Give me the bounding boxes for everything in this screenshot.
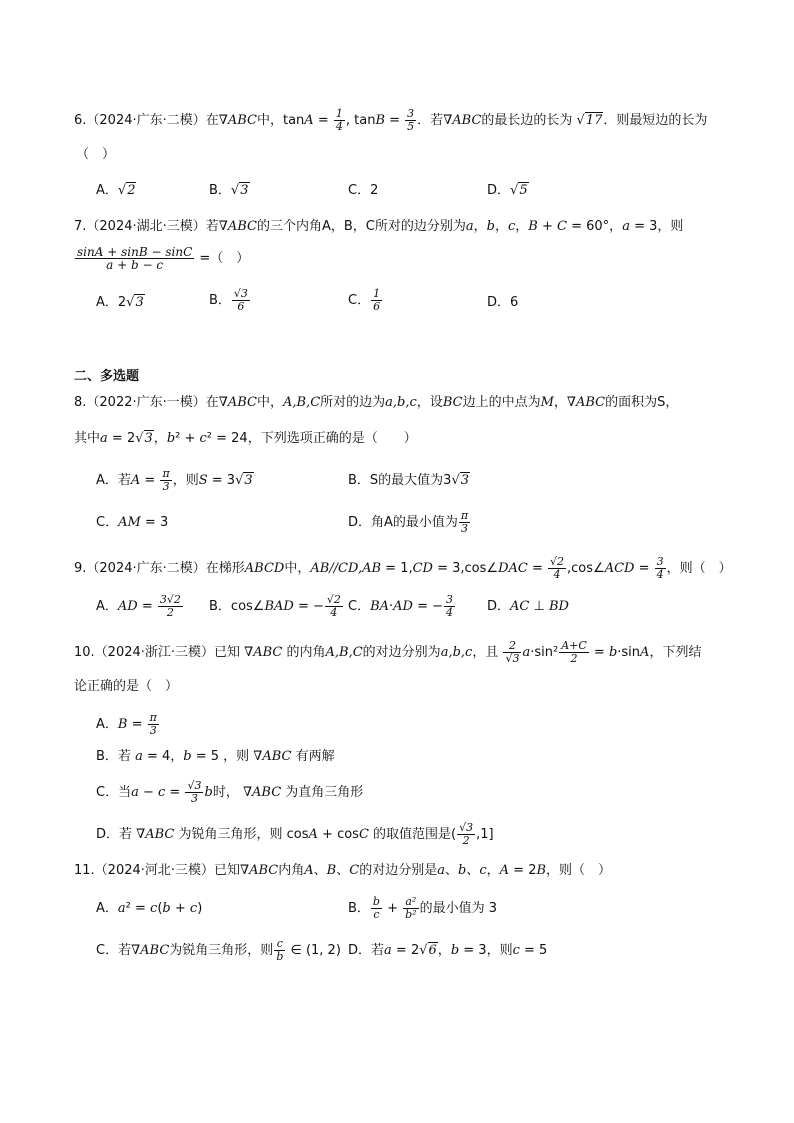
q9-option-c[interactable]: C．BA·AD = − $\frac{3}{4}$ [348,593,454,619]
q6-option-a[interactable]: A．√2 [96,183,136,198]
q7-option-b[interactable]: B． $\frac{√3}{6}$ [209,287,248,313]
q7-option-d[interactable]: D．6 [487,295,519,310]
q9-option-d[interactable]: D．AC ⊥ BD [487,599,569,614]
q9-option-b[interactable]: B．cos∠BAD = − $\frac{√2}{4}$ [209,593,341,619]
q6-option-d[interactable]: D．√5 [487,183,528,198]
q8-option-a[interactable]: A．若A = $\frac{\pi}{3}$ ，则S = 3√3 [96,467,253,493]
question-9-stem: 9.（2024·广东·二模）在梯形ABCD中，AB//CD,AB = 1,CD = 3,cos∠DAC = $\frac{√2}{4}$ ,cos∠ACD = $\frac{3}{4}$ ，则（ ） [74,555,732,581]
q8-option-b[interactable]: B．S的最大值为3√3 [348,473,470,488]
question-10-stem: 10.（2024·浙江·三模）已知 ∇ABC 的内角A,B,C的对边分别为a,b,c，且 $\frac{2}{√3}$ a·sin² $\frac{A+C}{2}$ = b·sinA，下列结 [74,639,702,665]
question-8-stem-line2: 其中a = 2√3，b² + c² = 24，下列选项正确的是（ ） [74,431,417,446]
q7-option-c[interactable]: C． $\frac{1}{6}$ [348,287,381,313]
question-8-stem: 8.（2022·广东·一模）在∇ABC中，A,B,C所对的边为a,b,c，设BC边上的中点为M，∇ABC的面积为S， [74,395,679,410]
q11-option-c[interactable]: C．若∇ABC为锐角三角形，则 $\frac{c}{b}$ ∈ (1, 2) [96,937,341,963]
question-6-stem: 6.（2024·广东·二模）在∇ABC中，tanA = $\frac{1}{4}$ , tanB = $\frac{3}{5}$ ．若∇ABC的最长边的长为 √17．则最短边的长为 [74,107,708,133]
q11-option-b[interactable]: B． $\frac{b}{c}$ + $\frac{\text{a²}}{\text{b²}}$ 的最小值为 3 [348,895,497,921]
question-6-paren: （ ） [76,147,116,162]
section-heading-multiple-choice: 二、多选题 [74,369,140,384]
q11-option-a[interactable]: A．a² = c(b + c) [96,901,203,916]
q10-option-b[interactable]: B．若 a = 4，b = 5 ，则 ∇ABC 有两解 [96,749,335,764]
q6-option-b[interactable]: B．√3 [209,183,249,198]
q8-option-c[interactable]: C．AM = 3 [96,515,169,530]
q9-option-a[interactable]: A．AD = $\frac{3√2}{2}$ [96,593,181,619]
q7-option-a[interactable]: A．2√3 [96,295,144,310]
q10-option-a[interactable]: A．B = $\frac{\pi}{3}$ [96,711,157,737]
q6-option-c[interactable]: C．2 [348,183,379,198]
q10-option-c[interactable]: C．当a − c = $\frac{√3}{3}$ b时， ∇ABC 为直角三角形 [96,779,364,805]
question-11-stem: 11.（2024·河北·三模）已知∇ABC内角A、B、C的对边分别是a、b、c，A = 2B，则（ ） [74,863,612,878]
question-7-expression: $\frac{\sin A + \sin B - \sin C}{a + b - c}$ =（ ） [77,245,250,272]
question-7-stem: 7.（2024·湖北·三模）若∇ABC的三个内角A，B，C所对的边分别为a，b，c，B + C = 60°，a = 3，则 [74,219,684,234]
q11-option-d[interactable]: D．若a = 2√6，b = 3，则c = 5 [348,943,548,958]
q10-option-d[interactable]: D．若 ∇ABC 为锐角三角形，则 cosA + cosC 的取值范围是( $\frac{√3}{2}$ ,1] [96,821,494,847]
q8-option-d[interactable]: D．角A的最小值为 $\frac{\pi}{3}$ [348,509,469,535]
question-10-stem-line2: 论正确的是（ ） [74,679,179,694]
